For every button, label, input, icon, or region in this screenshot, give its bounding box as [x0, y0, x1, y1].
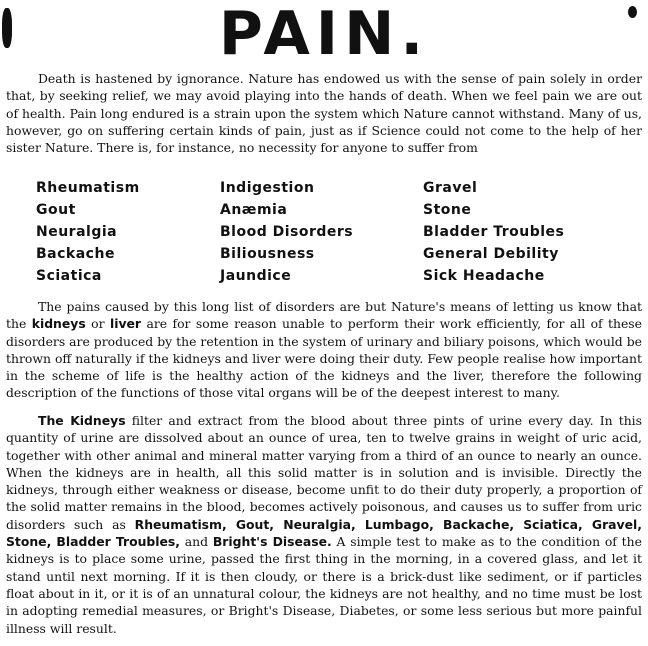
disorder-item: Sciatica: [36, 268, 102, 284]
intro-text: Death is hastened by ignorance. Nature has endowed us with the sense of pain solely in order that, by seeking relief, we may avoid playing into the hands of death. When we feel pain we are out of health. Pain long endured is a strain upon the system which Nature cannot withstand. Many of us, however, go on suffering certain kinds of pain, just as if Science could not come to the help of her sister Nature. There is, for instance, no necessity for anyone to suffer from: [6, 71, 642, 156]
disorder-item: Bladder Troubles: [423, 224, 565, 240]
disorder-item: Jaundice: [220, 268, 292, 284]
para3-text-3: A simple test to make as to the condition of the kidneys is to place some urine, passed the first thing in the morning, in a covered glass, and let it stand until next morning. If it is then cloudy, or there is a brick-dust like sediment, or if particles float about in it, or it is of an unnatural colour, the kidneys are not healthy, and no time must be lost in adopting remedial measures, or Bright's Disease, Diabetes, or some less serious but more painful illness will result.: [6, 534, 642, 636]
disorder-item: Rheumatism: [36, 180, 140, 196]
disorder-item: Biliousness: [220, 246, 315, 262]
disorder-item: Blood Disorders: [220, 224, 354, 240]
disorder-item: Backache: [36, 246, 115, 262]
uric-disorders-list: Rheumatism, Gout, Neuralgia, Lumbago, Backache, Sciatica, Gravel, Stone, Bladder Troubles,: [6, 516, 642, 550]
liver-term: liver: [109, 316, 142, 332]
disorder-item: Stone: [423, 202, 472, 218]
brights-disease-term: Bright's Disease.: [212, 534, 332, 550]
para2-text-2: or: [91, 316, 105, 332]
disorder-item: Sick Headache: [423, 268, 545, 284]
para2-text-1: The pains caused by this long list of disorders are but Nature's means of letting us know that the: [6, 299, 642, 332]
disorder-item: Gravel: [423, 180, 478, 196]
para3-text-1: filter and extract from the blood about three pints of urine every day. In this quantity of urine are dissolved about an ounce of urea, ten to twelve grains in weight of uric acid, together with other animal and mineral matter varying from a third of an ounce to nearly an ounce. When the kidneys are in health, all this solid matter is in solution and is invisible. Directly the kidneys, through either weakness or disease, become unfit to do their duty properly, a proportion of the solid matter remains in the blood, becomes actively poisonous, and causes us to suffer from uric disorders such as: [6, 413, 642, 532]
disorder-item: General Debility: [423, 246, 559, 262]
disorder-item: Neuralgia: [36, 224, 118, 240]
disorder-item: Anæmia: [220, 202, 288, 218]
para3-text-2: and: [184, 534, 209, 550]
para2-text-3: are for some reason unable to perform their work efficiently, for all of these disorders are produced by the retention in the system of urinary and biliary poisons, which would be thrown off naturally if the kidneys and liver were doing their duty. Few people realise how important in the scheme of life is the healthy action of the kidneys and the liver, therefore the following description of the functions of those vital organs will be of the deepest interest to many.: [6, 316, 642, 401]
page-title: PAIN.: [218, 0, 430, 69]
kidneys-term: kidneys: [31, 316, 86, 332]
kidneys-liver-paragraph: [6, 298, 642, 402]
disorder-item: Gout: [36, 202, 76, 218]
kidneys-function-paragraph: [6, 412, 642, 637]
disorders-list: [36, 178, 636, 286]
kidneys-heading: The Kidneys: [38, 413, 126, 428]
disorder-item: Indigestion: [220, 180, 315, 196]
intro-paragraph: [6, 70, 642, 156]
